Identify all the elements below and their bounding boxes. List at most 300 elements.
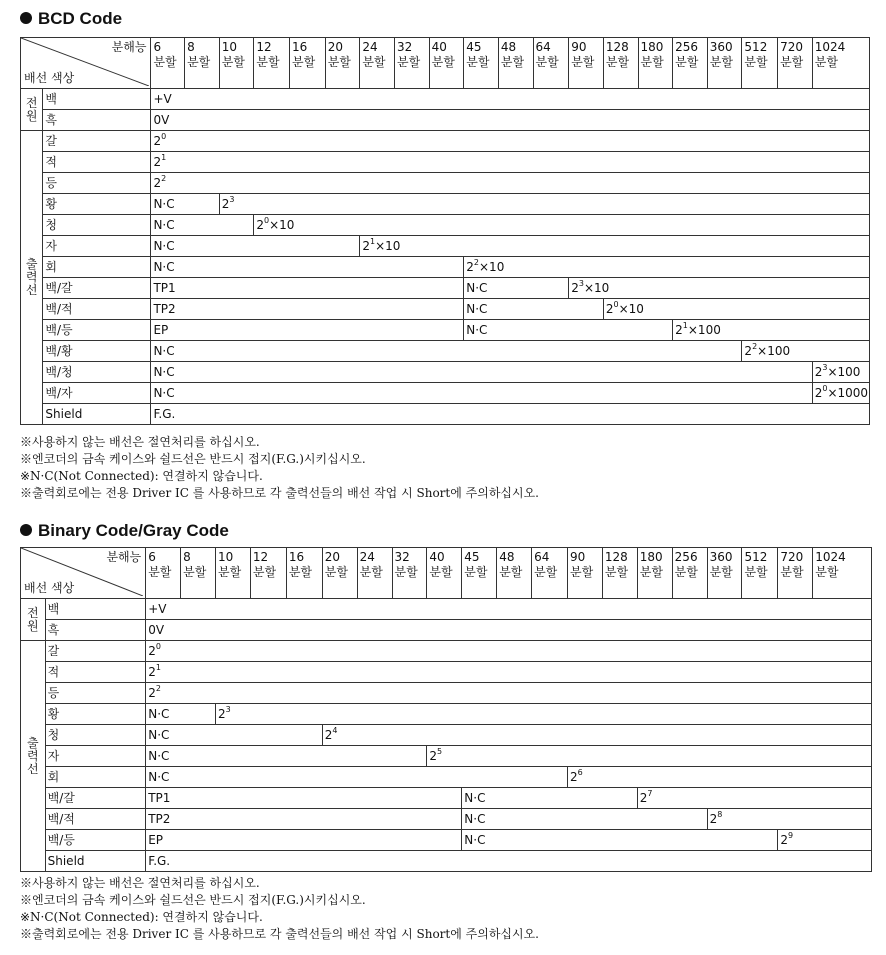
resolution-number: 360 [709,40,733,54]
bcd-wiring-table [20,37,870,425]
corner-resolution-label: 분해능 [111,40,147,54]
wire-color: 백/갈 [43,278,151,299]
wire-color: 자 [43,236,151,257]
output-row [21,725,872,746]
resolution-header [286,548,322,599]
exponent: 0 [161,131,167,141]
note-line: ※출력회로에는 전용 Driver IC 를 사용하므로 각 출력선들의 배선 작업 시 Short에 주의하십시오. [20,927,540,941]
resolution-number: 24 [359,550,375,564]
output-signal-cell [151,257,464,278]
bullet-icon [20,12,32,24]
resolution-unit: 분할 [639,565,663,579]
resolution-number: 48 [499,550,515,564]
power-value: +V [151,89,870,110]
resolution-number: 24 [362,40,378,54]
bcd-notes [20,434,539,502]
exponent: 3 [225,704,231,714]
wire-color: 백/등 [43,320,151,341]
resolution-number: 1024 [814,40,846,54]
output-signal-cell [219,194,869,215]
exponent: 1 [155,662,161,672]
resolution-header [429,38,464,89]
power-value: +V [146,599,872,620]
exponent: 0 [822,383,828,393]
resolution-number: 720 [780,550,804,564]
resolution-header [464,38,499,89]
output-group-label: 출력선 [21,131,43,425]
resolution-header [532,548,568,599]
resolution-unit: 분할 [674,565,698,579]
output-row [21,683,872,704]
resolution-unit: 분할 [571,55,595,69]
resolution-header [778,548,813,599]
wire-color: 백/황 [43,341,151,362]
wire-color: 황 [43,194,151,215]
output-signal-cell [427,746,872,767]
resolution-unit: 분할 [815,565,839,579]
output-signal-cell [568,767,872,788]
resolution-unit: 분할 [605,55,630,69]
output-row [21,173,870,194]
cell-value: 2 [153,133,162,148]
exponent: 9 [788,830,794,840]
resolution-number: 90 [570,550,586,564]
output-signal-cell [464,299,604,320]
exponent: 2 [473,257,479,267]
output-signal-cell [146,809,462,830]
cell-value: 2 [605,301,614,316]
cell-value: 2 [153,175,162,190]
resolution-header [812,38,869,89]
wire-color: 자 [45,746,146,767]
output-signal-cell [707,809,871,830]
output-signal-cell [464,257,870,278]
note-line: ※엔코더의 금속 케이스와 쉴드선은 반드시 접지(F.G.)시키십시오. [20,452,366,466]
output-signal-cell [462,809,707,830]
resolution-number: 128 [604,550,628,564]
resolution-header [533,38,569,89]
wire-color: 백 [43,89,151,110]
resolution-unit: 분할 [534,565,558,579]
cell-value: N·C [148,748,170,763]
power-row [21,89,870,110]
bcd-title-text: BCD Code [38,9,123,28]
output-row [21,341,870,362]
multiplier: ×100 [827,364,861,379]
cell-value: N·C [153,217,175,232]
output-row [21,362,870,383]
resolution-header [568,548,603,599]
cell-value: N·C [466,301,488,316]
resolution-header [813,548,872,599]
wire-color: 회 [45,767,146,788]
exponent: 0 [155,641,161,651]
cell-value: 2 [148,664,156,679]
cell-value: 2 [218,706,226,721]
output-signal-cell [360,236,870,257]
resolution-number: 20 [327,40,343,54]
wire-color: 백/적 [45,809,146,830]
resolution-unit: 분할 [499,565,523,579]
resolution-header [742,548,778,599]
output-row [21,131,870,152]
output-signal-cell [742,341,870,362]
output-row [21,809,872,830]
wire-color: 흑 [45,620,146,641]
exponent: 1 [369,236,376,246]
output-row [21,641,872,662]
resolution-header [462,548,497,599]
cell-value: 2 [814,385,823,400]
output-signal-cell [151,320,464,341]
power-value: 0V [151,110,870,131]
cell-value: 2 [780,832,789,847]
output-row [21,383,870,404]
output-row [21,278,870,299]
wire-color: 백/자 [43,383,151,404]
output-signal-cell [462,830,778,851]
output-signal-cell [146,746,427,767]
shield-value: F.G. [151,404,870,425]
output-signal-cell [603,299,869,320]
wire-color: 갈 [43,131,151,152]
resolution-unit: 분할 [221,55,245,69]
resolution-number: 8 [187,40,195,54]
cell-value: TP2 [148,811,171,826]
cell-value: N·C [466,280,488,295]
corner-cell [21,548,146,599]
wire-color: 적 [45,662,146,683]
exponent: 8 [717,809,723,819]
cell-value: N·C [153,259,175,274]
output-signal-cell [146,830,462,851]
power-value: 0V [146,620,872,641]
output-signal-cell [151,362,812,383]
cell-value: N·C [153,343,175,358]
exponent: 1 [682,320,688,330]
resolution-unit: 분할 [464,565,488,579]
cell-value: N·C [153,238,175,253]
output-row [21,320,870,341]
note-line: ※출력회로에는 전용 Driver IC 를 사용하므로 각 출력선들의 배선 작업 시 Short에 주의하십시오. [20,486,540,500]
cell-value: 2 [639,790,648,805]
output-row [21,746,872,767]
binary-section-title [20,521,229,541]
output-signal-cell [462,788,637,809]
cell-value: TP2 [153,301,176,316]
output-row [21,236,870,257]
resolution-number: 180 [640,40,664,54]
cell-value: TP1 [148,790,171,805]
binary-wiring-table [20,547,872,872]
resolution-number: 16 [288,550,305,564]
exponent: 7 [647,788,653,798]
shield-value: F.G. [146,851,872,872]
output-signal-cell [146,767,568,788]
cell-value: TP1 [153,280,176,295]
cell-value: N·C [148,727,170,742]
resolution-header [673,38,708,89]
power-group-label: 전원 [21,599,46,641]
resolution-header [637,548,672,599]
cell-value: 2 [429,748,438,763]
exponent: 0 [613,299,619,309]
bcd-section-title [20,9,122,29]
resolution-unit: 분할 [252,565,277,579]
resolution-number: 40 [431,40,447,54]
resolution-number: 40 [429,550,445,564]
resolution-header [322,548,357,599]
resolution-unit: 분할 [396,55,421,69]
wire-color: 등 [45,683,146,704]
resolution-unit: 분할 [362,55,386,69]
wire-color-shield: Shield [45,851,146,872]
output-signal-cell [146,725,323,746]
power-row [21,599,872,620]
wire-color: 황 [45,704,146,725]
binary-title-text: Binary Code/Gray Code [38,521,229,540]
resolution-header [602,548,637,599]
output-signal-cell [146,683,872,704]
exponent: 2 [161,173,167,183]
power-row [21,110,870,131]
wire-color: 백/적 [43,299,151,320]
resolution-unit: 분할 [327,55,351,69]
resolution-unit: 분할 [429,565,453,579]
wire-color: 청 [45,725,146,746]
header-row [21,38,870,89]
cell-value: 2 [148,685,156,700]
resolution-number: 90 [571,40,587,54]
cell-value: EP [153,322,169,337]
resolution-unit: 분할 [570,565,594,579]
output-group-label: 출력선 [21,641,46,872]
cell-value: EP [148,832,164,847]
resolution-header [360,38,395,89]
resolution-number: 256 [674,550,698,564]
resolution-header [638,38,673,89]
resolution-number: 360 [709,550,733,564]
wire-color: 백/갈 [45,788,146,809]
bullet-icon [20,524,32,536]
shield-row [21,851,872,872]
wire-color: 백/등 [45,830,146,851]
exponent: 3 [822,362,828,372]
resolution-unit: 분할 [187,55,211,69]
output-signal-cell [464,278,569,299]
resolution-header [394,38,429,89]
multiplier: ×10 [375,238,401,253]
power-group-label: 전원 [21,89,43,131]
header-row [21,548,872,599]
binary-notes [20,875,539,943]
note-line: ※N·C(Not Connected): 연결하지 않습니다. [20,910,263,924]
resolution-unit: 분할 [604,565,629,579]
resolution-number: 6 [153,40,162,54]
cell-value: N·C [466,322,488,337]
resolution-number: 10 [218,550,234,564]
resolution-header [357,548,392,599]
resolution-number: 720 [780,40,803,54]
resolution-number: 16 [292,40,308,54]
resolution-unit: 분할 [500,55,525,69]
output-signal-cell [151,299,464,320]
resolution-number: 64 [534,550,550,564]
output-row [21,767,872,788]
resolution-unit: 분할 [183,565,207,579]
wire-color: 백/청 [43,362,151,383]
resolution-unit: 분할 [256,55,280,69]
corner-wire-color-label: 배선 색상 [24,581,75,595]
note-line: ※N·C(Not Connected): 연결하지 않습니다. [20,469,263,483]
cell-value: N·C [148,706,170,721]
resolution-unit: 분할 [535,55,559,69]
resolution-header [250,548,286,599]
resolution-unit: 분할 [640,55,664,69]
cell-value: 2 [256,217,264,232]
wire-color: 청 [43,215,151,236]
resolution-number: 10 [221,40,237,54]
exponent: 1 [161,152,167,162]
resolution-header [219,38,254,89]
resolution-header [325,38,360,89]
resolution-header [290,38,326,89]
wire-color: 등 [43,173,151,194]
cell-value: 2 [362,238,370,253]
multiplier: ×10 [269,217,295,232]
resolution-header [254,38,290,89]
resolution-unit: 분할 [709,565,733,579]
resolution-unit: 분할 [324,565,348,579]
resolution-header [181,548,216,599]
resolution-number: 1024 [815,550,846,564]
multiplier: ×1000 [827,385,869,400]
resolution-number: 6 [148,550,156,564]
resolution-number: 45 [466,40,482,54]
cell-value: 2 [744,343,753,358]
output-signal-cell [151,152,870,173]
corner-resolution-label: 분해능 [106,550,142,564]
output-signal-cell [254,215,870,236]
resolution-number: 128 [605,40,629,54]
resolution-header [185,38,220,89]
cell-value: 2 [466,259,474,274]
output-signal-cell [151,278,464,299]
output-signal-cell [146,704,216,725]
resolution-unit: 분할 [780,55,804,69]
resolution-number: 45 [464,550,480,564]
resolution-header [569,38,604,89]
output-row [21,194,870,215]
note-line: ※사용하지 않는 배선은 절연처리를 하십시오. [20,435,260,449]
output-signal-cell [146,641,872,662]
resolution-unit: 분할 [218,565,242,579]
note-line: ※사용하지 않는 배선은 절연처리를 하십시오. [20,876,260,890]
resolution-unit: 분할 [780,565,804,579]
corner-wire-color-label: 배선 색상 [24,71,75,85]
output-signal-cell [151,131,870,152]
multiplier: ×10 [618,301,644,316]
output-signal-cell [151,236,360,257]
corner-cell [21,38,151,89]
output-signal-cell [151,215,254,236]
resolution-number: 32 [396,40,413,54]
wire-color: 회 [43,257,151,278]
output-row [21,299,870,320]
resolution-number: 512 [744,40,768,54]
wire-color: 흑 [43,110,151,131]
resolution-header [392,548,427,599]
cell-value: 2 [570,769,578,784]
resolution-number: 512 [744,550,768,564]
cell-value: 2 [324,727,333,742]
resolution-number: 32 [394,550,410,564]
output-row [21,704,872,725]
exponent: 2 [155,683,161,693]
resolution-number: 48 [500,40,517,54]
resolution-number: 20 [324,550,341,564]
output-signal-cell [464,320,673,341]
cell-value: 2 [571,280,579,295]
exponent: 3 [578,278,584,288]
resolution-number: 12 [252,550,269,564]
output-row [21,662,872,683]
wire-color: 적 [43,152,151,173]
resolution-number: 64 [535,40,551,54]
output-signal-cell [151,341,742,362]
note-line: ※엔코더의 금속 케이스와 쉴드선은 반드시 접지(F.G.)시키십시오. [20,893,366,907]
resolution-header [707,38,742,89]
output-row [21,152,870,173]
wire-color: 갈 [45,641,146,662]
output-signal-cell [569,278,870,299]
output-signal-cell [146,788,462,809]
multiplier: ×10 [583,280,610,295]
exponent: 2 [752,341,758,351]
resolution-unit: 분할 [292,55,316,69]
resolution-unit: 분할 [431,55,455,69]
output-signal-cell [812,383,869,404]
cell-value: N·C [153,364,175,379]
resolution-header [707,548,742,599]
shield-row [21,404,870,425]
resolution-header [498,38,533,89]
power-row [21,620,872,641]
cell-value: N·C [153,196,175,211]
cell-value: 2 [153,154,162,169]
resolution-header [146,548,181,599]
resolution-header [216,548,251,599]
output-signal-cell [216,704,872,725]
cell-value: N·C [464,790,486,805]
output-signal-cell [146,662,872,683]
resolution-unit: 분할 [744,55,768,69]
cell-value: 2 [709,811,718,826]
resolution-unit: 분할 [466,55,490,69]
output-row [21,830,872,851]
wire-color: 백 [45,599,146,620]
resolution-unit: 분할 [288,565,312,579]
resolution-number: 12 [256,40,272,54]
output-row [21,257,870,278]
resolution-unit: 분할 [744,565,768,579]
resolution-unit: 분할 [148,565,172,579]
cell-value: N·C [464,811,486,826]
exponent: 3 [229,194,235,204]
resolution-header [603,38,638,89]
output-signal-cell [151,383,812,404]
output-row [21,215,870,236]
